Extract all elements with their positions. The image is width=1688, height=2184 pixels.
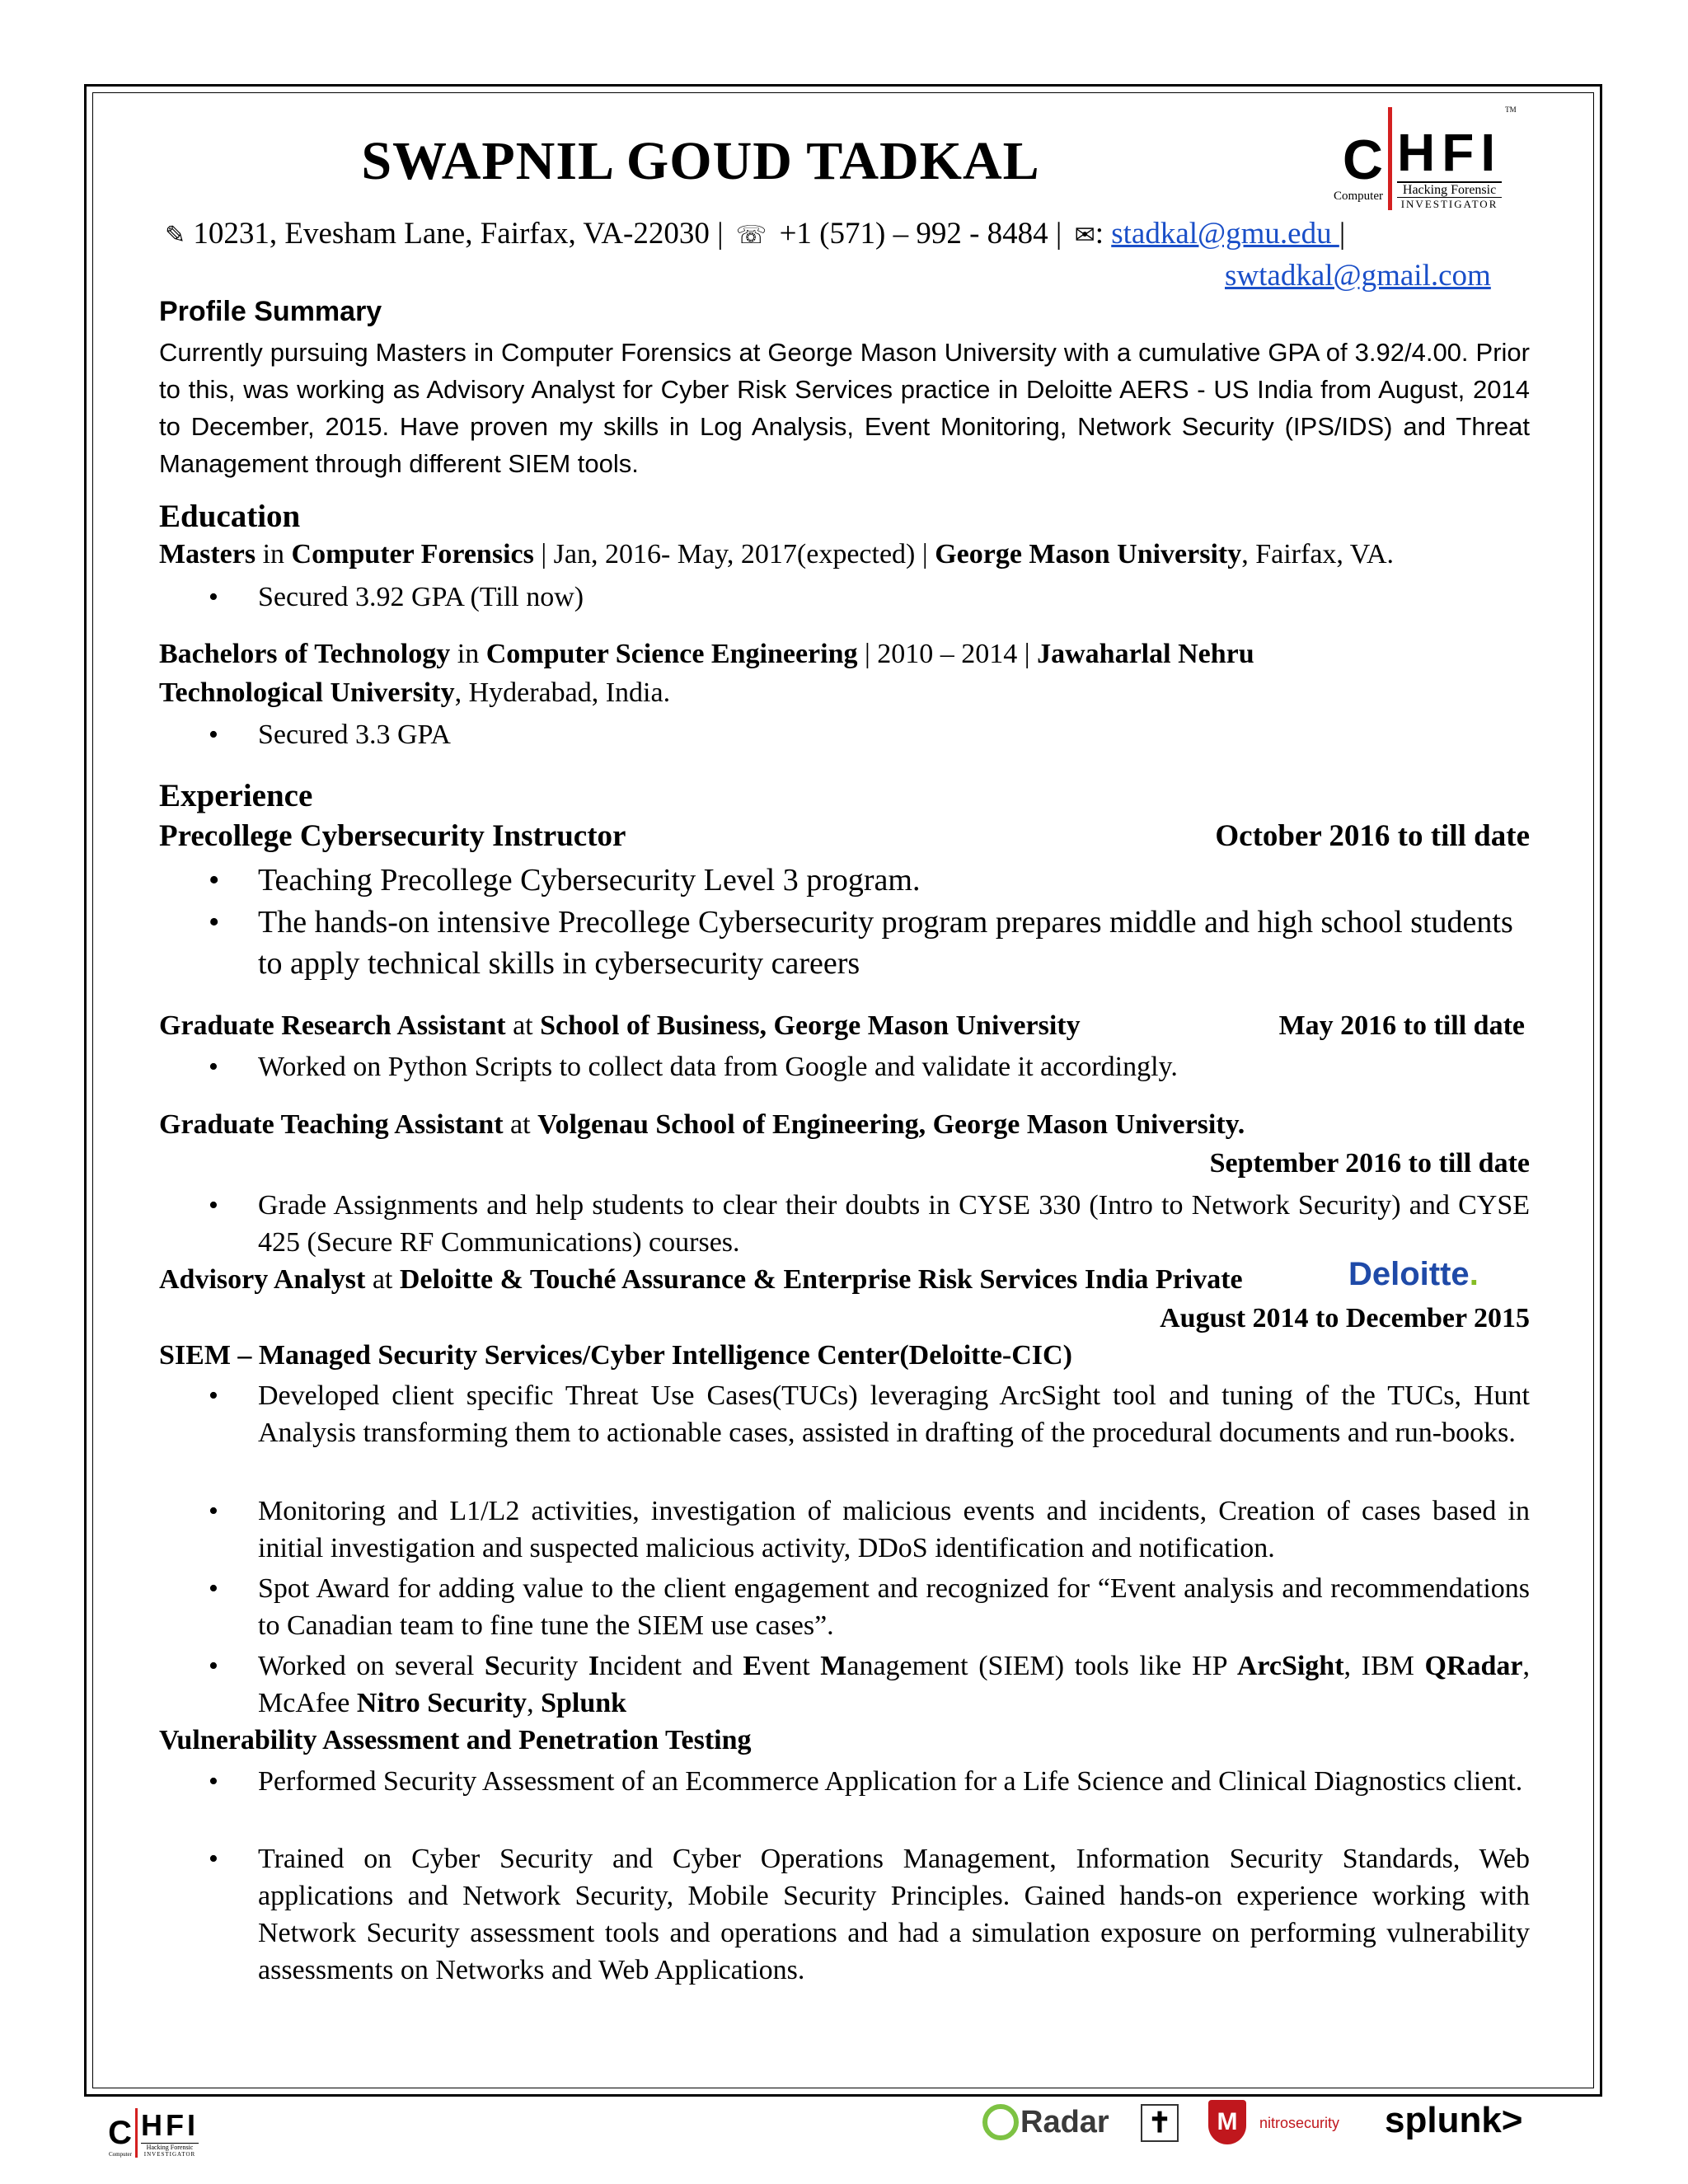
gta-bullet: • Grade Assignments and help students to clear their doubts in CYSE 330 (Intro to Network Security) and CYSE 425 (Secure RF Communications) courses. <box>258 1187 1530 1261</box>
siem-heading: SIEM – Managed Security Services/Cyber Intelligence Center(Deloitte-CIC) <box>159 1340 1072 1371</box>
vapt-heading: Vulnerability Assessment and Penetration Testing <box>159 1725 752 1755</box>
chfi-logo-divider <box>1388 107 1392 210</box>
bachelors-bullet: • Secured 3.3 GPA <box>258 716 1530 753</box>
profile-heading: Profile Summary <box>159 296 382 327</box>
instructor-bullet-1: • Teaching Precollege Cybersecurity Level 3 program. <box>258 860 1530 901</box>
masters-line: Masters in Computer Forensics | Jan, 2016- May, 2017(expected) | George Mason University, Fairfax, VA. <box>159 539 1395 569</box>
email-link-gmail[interactable]: swtadkal@gmail.com <box>1225 259 1491 293</box>
education-heading: Education <box>159 499 301 534</box>
contact-line <box>165 216 1345 251</box>
chfi-logo-computer: Computer <box>1334 190 1383 203</box>
chfi-logo-investigator: INVESTIGATOR <box>1397 197 1502 210</box>
gta-line: Graduate Teaching Assistant at Volgenau School of Engineering, George Mason University. <box>159 1109 1245 1140</box>
email-link-gmu[interactable]: stadkal@gmu.edu <box>1111 217 1339 251</box>
deloitte-line: Advisory Analyst at Deloitte & Touché Assurance & Enterprise Risk Services India Private <box>159 1264 1243 1295</box>
deloitte-dates: August 2014 to December 2015 <box>1160 1303 1530 1333</box>
gra-line: Graduate Research Assistant at School of Business, George Mason University <box>159 1010 1081 1041</box>
siem-bullet-1: • Developed client specific Threat Use Cases(TUCs) leveraging ArcSight tool and tuning of the TUCs, Hunt Analysis transforming them to actionable cases, assisted in drafting of the procedural documents and run-books. <box>258 1377 1530 1451</box>
gra-bullet: • Worked on Python Scripts to collect data from Google and validate it accordingly. <box>258 1048 1530 1085</box>
resume-name: SWAPNIL GOUD TADKAL <box>361 131 1040 191</box>
mcafee-shield-icon: M <box>1208 2100 1246 2144</box>
bachelors-line-1: Bachelors of Technology in Computer Science Engineering | 2010 – 2014 | Jawaharlal Nehru <box>159 639 1254 669</box>
gra-dates: May 2016 to till date <box>1278 1010 1525 1041</box>
instructor-bullet-2: • The hands-on intensive Precollege Cybersecurity program prepares middle and high school students to apply technical skills in cybersecurity careers <box>258 902 1530 984</box>
phone-text: +1 (571) – 992 - 8484 | <box>779 217 1062 251</box>
vapt-bullet-2: • Trained on Cyber Security and Cyber Operations Management, Information Security Standards, Web applications and Network Security, Mobile Security Principles. Gained hands-on experience working with Network Security assessment tools and operations and had a simulation exposure on performing vulnerability assessments on Networks and Web Applications. <box>258 1840 1530 1989</box>
masters-bullet: • Secured 3.92 GPA (Till now) <box>258 579 1530 616</box>
experience-heading: Experience <box>159 778 313 813</box>
chfi-logo-hfi: HFI <box>1397 123 1503 182</box>
location-icon: ✎ <box>165 222 186 249</box>
footer-chfi-logo: C Computer HFI Hacking Forensic INVESTIGATOR <box>108 2108 199 2158</box>
chfi-logo-tm: TM <box>1505 105 1517 114</box>
vapt-bullet-1: • Performed Security Assessment of an Ecommerce Application for a Life Science and Clinical Diagnostics client. <box>258 1763 1530 1800</box>
siem-bullet-3: • Spot Award for adding value to the client engagement and recognized for “Event analysis and recommendations to Canadian team to fine tune the SIEM use cases”. <box>258 1570 1530 1644</box>
siem-bullet-2: • Monitoring and L1/L2 activities, investigation of malicious events and incidents, Creation of cases based in initial investigation and suspected malicious activity, DDoS identification and notification. <box>258 1493 1530 1567</box>
profile-text: Currently pursuing Masters in Computer Forensics at George Mason University with a cumulative GPA of 3.92/4.00. Prior to this, was working as Advisory Analyst for Cyber Risk Services practice in Deloitte AERS - US India from August, 2014 to December, 2015. Have proven my skills in Log Analysis, Event Monitoring, Network Security (IPS/IDS) and Threat Management through different SIEM tools. <box>159 338 1530 478</box>
qradar-logo: Radar <box>982 2104 1109 2140</box>
phone-icon: ☏ <box>735 222 767 249</box>
bachelors-line-2: Technological University, Hyderabad, India. <box>159 677 671 708</box>
email-label: : <box>1095 217 1104 251</box>
nitrosecurity-logo: nitrosecurity <box>1259 2115 1340 2131</box>
chfi-logo-hacking-forensic: Hacking Forensic <box>1397 181 1502 197</box>
chfi-logo-c: C <box>1342 129 1383 191</box>
splunk-logo: splunk> <box>1385 2100 1523 2140</box>
email-separator: | <box>1339 217 1346 251</box>
qradar-q-icon <box>982 2104 1019 2140</box>
address-text: 10231, Evesham Lane, Fairfax, VA-22030 | <box>193 217 724 251</box>
instructor-dates: October 2016 to till date <box>1215 819 1530 853</box>
email-icon: ✉ <box>1074 222 1095 249</box>
siem-bullet-4: • Worked on several Security Incident and Event Management (SIEM) tools like HP ArcSight, IBM QRadar, McAfee Nitro Security, Splunk <box>258 1647 1530 1722</box>
gta-dates: September 2016 to till date <box>1209 1148 1530 1179</box>
deloitte-logo: Deloitte. <box>1348 1256 1479 1292</box>
chfi-logo <box>1315 107 1517 210</box>
instructor-title: Precollege Cybersecurity Instructor <box>159 819 626 853</box>
arcsight-icon: ✝ <box>1141 2104 1179 2142</box>
